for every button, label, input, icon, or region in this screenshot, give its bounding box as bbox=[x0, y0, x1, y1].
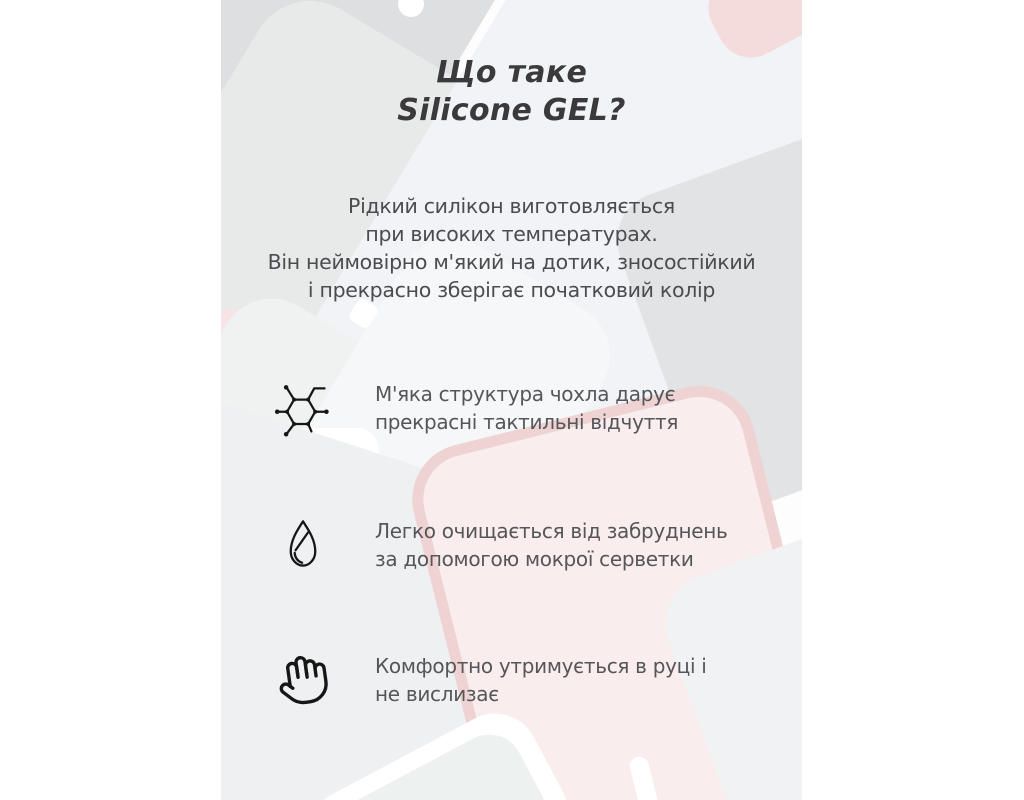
feature-easy-clean bbox=[271, 503, 781, 587]
intro-line: і прекрасно зберігає початковий колір bbox=[307, 278, 716, 302]
intro-line: Він неймовірно м'який на дотик, зносостійкий bbox=[267, 250, 756, 274]
feature-text bbox=[375, 517, 728, 574]
feature-line: прекрасні тактильні відчуття bbox=[375, 410, 679, 434]
feature-grip bbox=[271, 638, 781, 722]
feature-line: за допомогою мокрої серветки bbox=[375, 547, 694, 571]
feature-text bbox=[375, 380, 678, 437]
molecule-icon bbox=[271, 366, 335, 450]
feature-line: М'яка структура чохла дарує bbox=[375, 381, 676, 406]
page-title bbox=[221, 54, 802, 130]
intro-line: Рідкий силікон виготовляється bbox=[348, 194, 675, 218]
feature-soft-structure bbox=[271, 366, 781, 450]
title-line: Що таке bbox=[435, 55, 588, 90]
title-line: Silicone GEL? bbox=[397, 93, 626, 128]
intro-line: при високих температурах. bbox=[365, 222, 658, 246]
hand-icon bbox=[265, 634, 340, 726]
feature-line: Комфортно утримується в руці і bbox=[375, 653, 707, 678]
feature-line: Легко очищається від забруднень bbox=[375, 518, 728, 543]
feature-line: не вислизає bbox=[375, 682, 499, 706]
feature-text bbox=[375, 652, 707, 709]
intro-paragraph bbox=[221, 192, 802, 304]
silicone-gel-poster bbox=[221, 0, 802, 800]
water-drop-icon bbox=[271, 503, 335, 587]
